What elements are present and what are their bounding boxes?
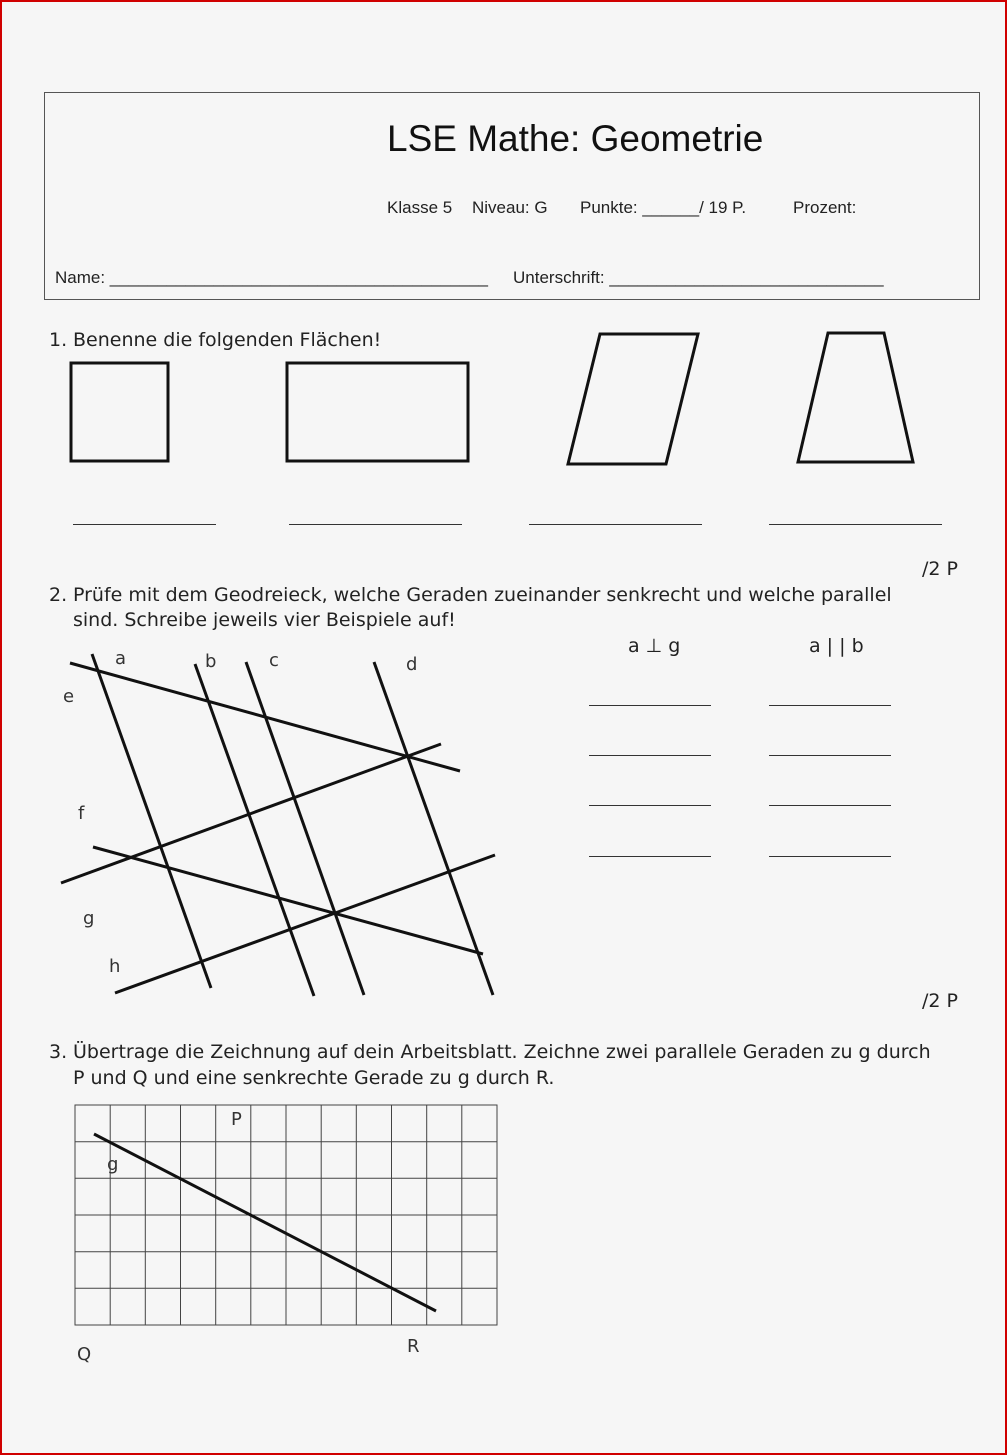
class-label: Klasse 5 xyxy=(387,198,453,217)
task3-number: 3. xyxy=(49,1041,68,1063)
task3-text-line1: Übertrage die Zeichnung auf dein Arbeitsblatt. Zeichne zwei parallele Geraden zu g durch xyxy=(73,1041,931,1063)
task1-text: Benenne die folgenden Flächen! xyxy=(73,329,382,351)
task3-grid xyxy=(75,1105,497,1325)
parallel-header: a | | b xyxy=(809,635,864,657)
task2-text-line2: sind. Schreibe jeweils vier Beispiele auf! xyxy=(73,609,456,631)
line-g xyxy=(93,847,483,954)
point-label-P: P xyxy=(231,1109,242,1130)
name-field[interactable]: Name: ________________________________________ xyxy=(55,268,488,287)
line-d xyxy=(374,662,493,995)
drawings-layer xyxy=(2,2,1005,1453)
line-label-b: b xyxy=(205,651,217,672)
task3-text-line2: P und Q und eine senkrechte Gerade zu g durch R. xyxy=(73,1067,555,1089)
trapezoid-shape xyxy=(798,333,913,462)
points-label: Punkte: ______/ 19 P. xyxy=(580,198,747,217)
task2-number: 2. xyxy=(49,584,68,606)
line-label-h: h xyxy=(109,956,121,977)
line-label-d: d xyxy=(406,654,418,675)
square-shape xyxy=(71,363,168,461)
rectangle-shape xyxy=(287,363,468,461)
percent-label: Prozent: xyxy=(793,198,857,217)
line-label-g-task3: g xyxy=(107,1154,119,1175)
signature-field[interactable]: Unterschrift: _____________________________ xyxy=(513,268,884,287)
line-label-g: g xyxy=(83,908,95,929)
perpendicular-header: a ⊥ g xyxy=(628,635,681,657)
line-f xyxy=(61,744,441,883)
line-label-e: e xyxy=(63,686,75,707)
level-label: Niveau: G xyxy=(472,198,548,217)
line-label-f: f xyxy=(78,803,85,824)
task1-points: /2 P xyxy=(922,558,958,580)
task2-line-figure xyxy=(61,654,495,996)
line-c xyxy=(246,662,364,995)
point-label-Q: Q xyxy=(77,1344,92,1365)
page-title: LSE Mathe: Geometrie xyxy=(387,118,764,159)
line-a xyxy=(92,654,211,988)
line-label-c: c xyxy=(269,650,279,671)
point-label-R: R xyxy=(407,1336,420,1357)
task2-points: /2 P xyxy=(922,990,958,1012)
parallelogram-shape xyxy=(568,334,698,464)
task2-text-line1: Prüfe mit dem Geodreieck, welche Geraden zueinander senkrecht und welche parallel xyxy=(73,584,892,606)
task1-number: 1. xyxy=(49,329,68,351)
line-label-a: a xyxy=(115,648,127,669)
